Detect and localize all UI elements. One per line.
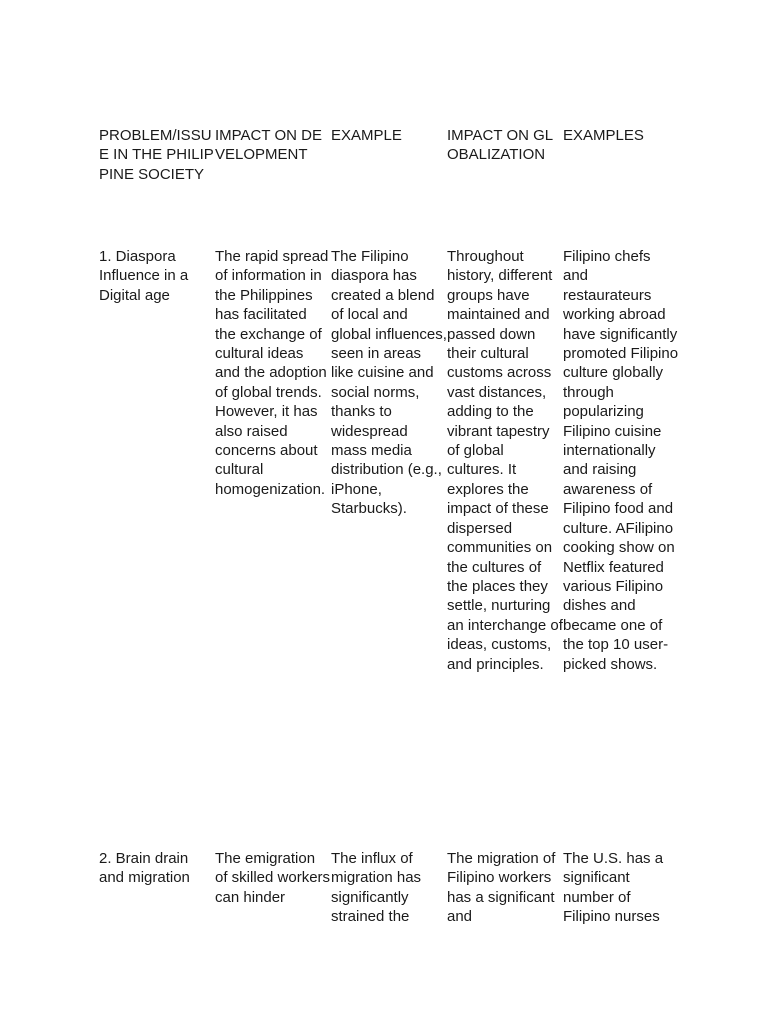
cell-impact-globalization: Throughout history, different groups have maintained and passed down their cultural customs across vast distances, adding to the vibrant tapestry of global cultures. It explores the impact of these dispersed communities on the cultures of the places they settle, nurturing an interchange of ideas, customs, and principles. [447,248,563,673]
cell-impact-globalization: The migration of Filipino workers has a significant and [447,850,556,926]
table-row [99,849,679,939]
cell-impact-development: The rapid spread of information in the Philippines has facilitated the exchange of cultural ideas and the adoption of global trends. However, it has also raised concerns about cultural homogenization. [215,248,329,498]
cell-examples: The U.S. has a significant number of Filipino nurses [563,850,664,926]
cell-problem: 2. Brain drain and migration [99,850,190,887]
table-header-row [99,126,679,247]
header-impact-on-development: IMPACT ON DEVELOPMENT [215,127,322,164]
header-impact-on-globalization: IMPACT ON GLOBALIZATION [447,127,554,164]
issues-table [99,126,679,939]
header-examples: EXAMPLES [563,127,644,144]
cell-examples: Filipino chefs and restaurateurs working abroad have significantly promoted Filipino culture globally through popularizing Filipino cuisine internationally and raising awareness of Filipino food and culture. AFilipino cooking show on Netflix featured various Filipino dishes and became one of the top 10 user-picked shows. [563,248,679,673]
header-example: EXAMPLE [331,127,402,144]
cell-problem: 1. Diaspora Influence in a Digital age [99,248,189,304]
cell-example: The Filipino diaspora has created a blend of local and global influences, seen in areas like cuisine and social norms, thanks to widespread mass media distribution (e.g., iPhone, Starbucks). [331,248,447,518]
table-row [99,247,679,849]
cell-example: The influx of migration has significantly strained the [331,850,422,926]
header-problem-issue: PROBLEM/ISSUE IN THE PHILIPPINE SOCIETY [99,127,214,183]
cell-impact-development: The emigration of skilled workers can hinder [215,850,331,906]
